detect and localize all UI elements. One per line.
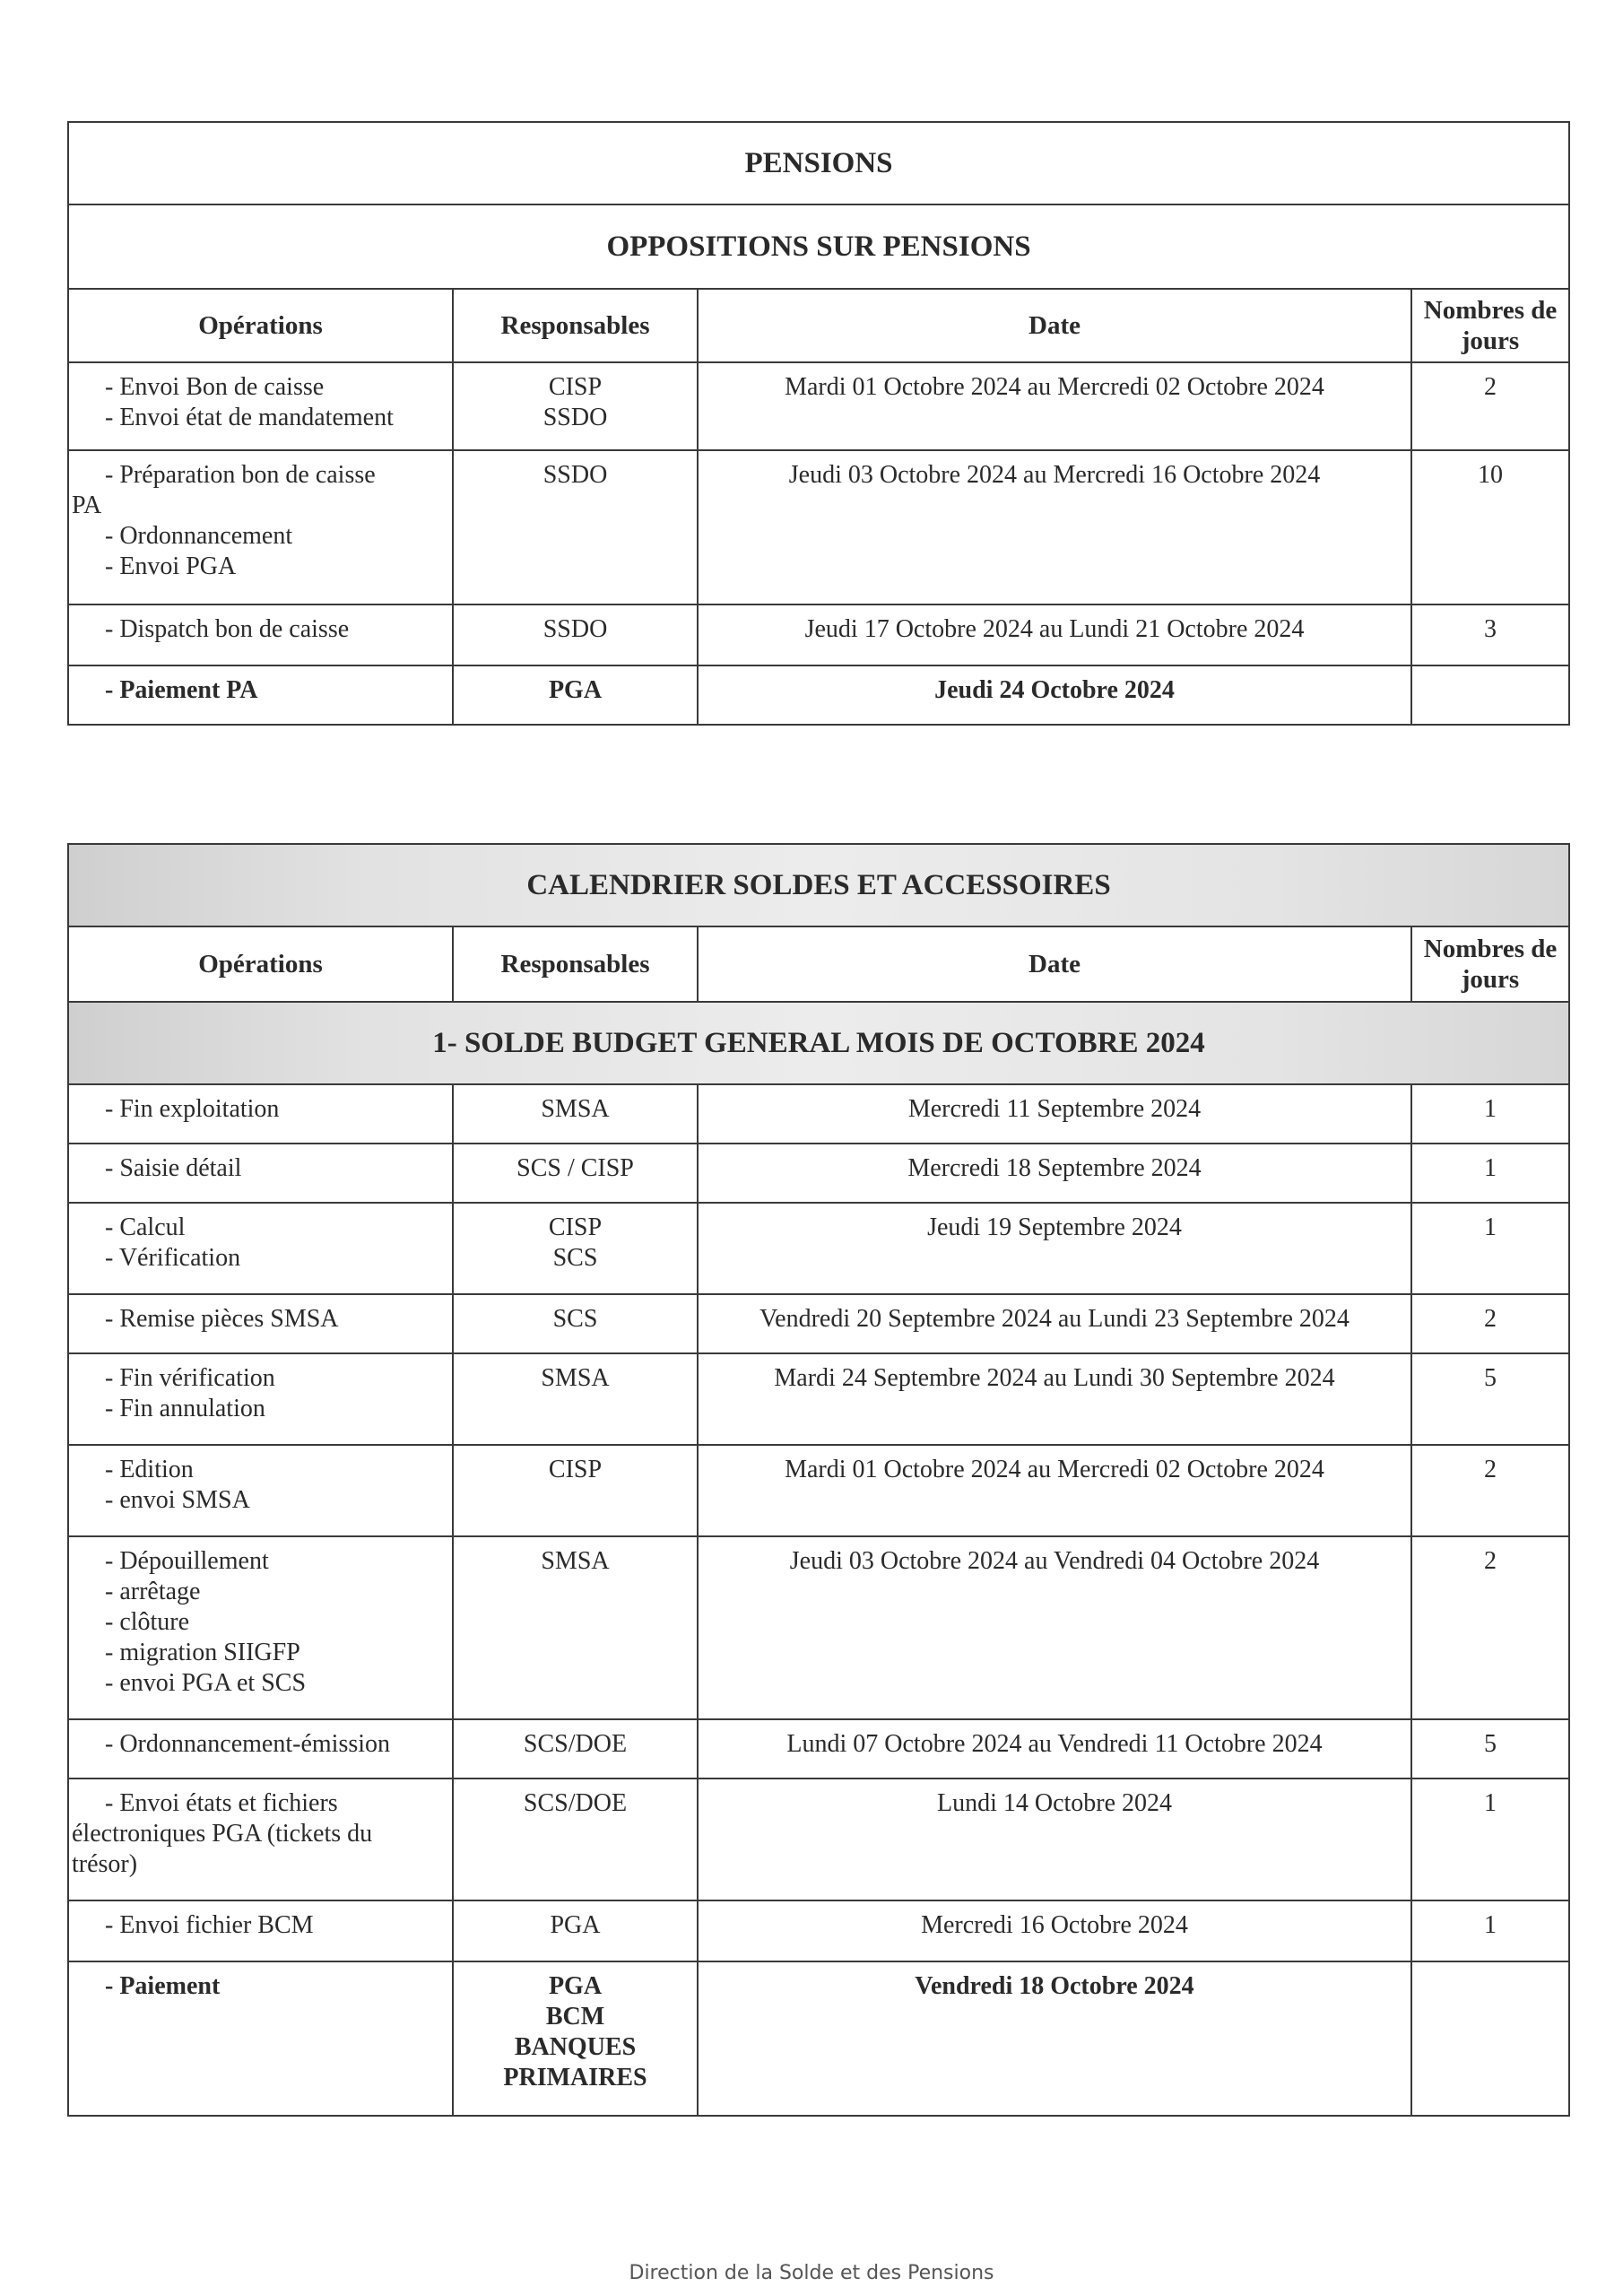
cell-nombre-jours: 2 — [1411, 1294, 1569, 1353]
operation-line: - Fin annulation — [105, 1395, 265, 1422]
cell-responsables — [453, 1144, 698, 1203]
cell-responsables — [453, 1900, 698, 1961]
table-row — [68, 1445, 1569, 1536]
cell-nombre-jours: 2 — [1411, 362, 1569, 450]
operation-line: - envoi PGA et SCS — [105, 1669, 307, 1697]
header-operations: Opérations — [68, 289, 453, 362]
responsable-line: BCM — [545, 2003, 605, 2031]
operation-line: - Ordonnancement-émission — [105, 1730, 391, 1758]
cell-operations — [68, 1900, 453, 1961]
cell-operations — [68, 1294, 453, 1353]
operation-line: - envoi SMSA — [105, 1486, 250, 1514]
responsable-line: SCS — [552, 1244, 598, 1272]
table-row — [68, 1961, 1569, 2116]
cell-operations — [68, 1445, 453, 1536]
header-nombres-jours: Nombres de jours — [1411, 926, 1569, 1002]
table-row — [68, 1084, 1569, 1144]
cell-date: Jeudi 24 Octobre 2024 — [698, 665, 1411, 725]
operation-line: - Préparation bon de caisse — [105, 461, 376, 489]
cell-date: Jeudi 19 Septembre 2024 — [698, 1203, 1411, 1294]
cell-date: Mercredi 18 Septembre 2024 — [698, 1144, 1411, 1203]
responsable-line: SMSA — [541, 1364, 610, 1392]
cell-date: Jeudi 03 Octobre 2024 au Mercredi 16 Octobre 2024 — [698, 450, 1411, 604]
cell-date: Mardi 24 Septembre 2024 au Lundi 30 Septembre 2024 — [698, 1353, 1411, 1445]
operation-line: trésor) — [72, 1850, 138, 1878]
soldes-title: CALENDRIER SOLDES ET ACCESSOIRES — [68, 844, 1569, 926]
operation-line: PA — [72, 491, 102, 519]
cell-nombre-jours: 10 — [1411, 450, 1569, 604]
responsable-line: SSDO — [542, 615, 608, 643]
operation-line: - Envoi états et fichiers — [105, 1789, 338, 1817]
operation-line: - Envoi fichier BCM — [105, 1911, 314, 1939]
header-responsables: Responsables — [453, 289, 698, 362]
responsable-line: SSDO — [542, 404, 608, 431]
operation-line: - Dispatch bon de caisse — [105, 615, 350, 643]
operation-line: - Calcul — [105, 1213, 186, 1241]
operation-line: - Paiement — [105, 1972, 221, 2000]
table-row — [68, 1294, 1569, 1353]
table-row — [68, 665, 1569, 725]
responsable-line: PGA — [548, 1972, 603, 2000]
page-footer: Direction de la Solde et des Pensions — [629, 2262, 994, 2284]
operation-line: - Remise pièces SMSA — [105, 1305, 339, 1333]
cell-nombre-jours: 2 — [1411, 1445, 1569, 1536]
cell-operations — [68, 1536, 453, 1719]
cell-date: Lundi 07 Octobre 2024 au Vendredi 11 Octobre 2024 — [698, 1719, 1411, 1779]
cell-responsables — [453, 1961, 698, 2116]
soldes-table — [67, 843, 1570, 2117]
cell-operations — [68, 1719, 453, 1779]
operation-line: - Envoi Bon de caisse — [105, 373, 325, 401]
responsable-line: SCS/DOE — [523, 1789, 628, 1817]
responsable-line: SMSA — [541, 1095, 610, 1123]
table-row — [68, 1779, 1569, 1900]
soldes-rows — [68, 1084, 1569, 2116]
table-row — [68, 1144, 1569, 1203]
table-row — [68, 1203, 1569, 1294]
cell-date: Mardi 01 Octobre 2024 au Mercredi 02 Octobre 2024 — [698, 1445, 1411, 1536]
cell-responsables — [453, 604, 698, 665]
cell-date: Mercredi 16 Octobre 2024 — [698, 1900, 1411, 1961]
table-row — [68, 1900, 1569, 1961]
cell-responsables — [453, 362, 698, 450]
cell-date: Jeudi 17 Octobre 2024 au Lundi 21 Octobre 2024 — [698, 604, 1411, 665]
responsable-line: PGA — [548, 676, 603, 704]
operation-line: - Edition — [105, 1456, 194, 1483]
cell-nombre-jours: 1 — [1411, 1779, 1569, 1900]
operation-line: - arrêtage — [105, 1578, 201, 1605]
cell-operations — [68, 1353, 453, 1445]
cell-date: Jeudi 03 Octobre 2024 au Vendredi 04 Octobre 2024 — [698, 1536, 1411, 1719]
responsable-line: CISP — [548, 1213, 603, 1241]
responsable-line: CISP — [548, 1456, 603, 1483]
cell-date: Mercredi 11 Septembre 2024 — [698, 1084, 1411, 1144]
cell-nombre-jours: 3 — [1411, 604, 1569, 665]
responsable-line: SCS/DOE — [523, 1730, 628, 1758]
pensions-title: PENSIONS — [68, 122, 1569, 204]
cell-responsables — [453, 450, 698, 604]
cell-operations — [68, 362, 453, 450]
operation-line: - migration SIIGFP — [105, 1639, 300, 1666]
cell-date: Lundi 14 Octobre 2024 — [698, 1779, 1411, 1900]
responsable-line: SSDO — [542, 461, 608, 489]
cell-responsables — [453, 1294, 698, 1353]
header-date: Date — [698, 926, 1411, 1002]
table-row — [68, 450, 1569, 604]
header-nombres-jours: Nombres de jours — [1411, 289, 1569, 362]
cell-responsables — [453, 1353, 698, 1445]
operation-line: - Paiement PA — [105, 676, 258, 704]
responsable-line: PGA — [550, 1911, 601, 1939]
operation-line: - Fin exploitation — [105, 1095, 280, 1123]
responsable-line: SCS — [552, 1305, 598, 1333]
cell-operations — [68, 1084, 453, 1144]
cell-operations — [68, 604, 453, 665]
cell-nombre-jours: 5 — [1411, 1353, 1569, 1445]
table-row — [68, 1719, 1569, 1779]
cell-responsables — [453, 1536, 698, 1719]
operation-line: - Fin vérification — [105, 1364, 275, 1392]
cell-nombre-jours — [1411, 665, 1569, 725]
table-row — [68, 604, 1569, 665]
header-operations: Opérations — [68, 926, 453, 1002]
cell-nombre-jours: 5 — [1411, 1719, 1569, 1779]
cell-date: Mardi 01 Octobre 2024 au Mercredi 02 Octobre 2024 — [698, 362, 1411, 450]
pensions-table — [67, 121, 1570, 726]
cell-operations — [68, 665, 453, 725]
cell-nombre-jours: 1 — [1411, 1900, 1569, 1961]
table-row — [68, 362, 1569, 450]
responsable-line: SCS / CISP — [516, 1154, 634, 1182]
cell-operations — [68, 1144, 453, 1203]
cell-nombre-jours — [1411, 1961, 1569, 2116]
cell-nombre-jours: 1 — [1411, 1144, 1569, 1203]
cell-responsables — [453, 1084, 698, 1144]
cell-date: Vendredi 18 Octobre 2024 — [698, 1961, 1411, 2116]
responsable-line: BANQUES — [514, 2033, 637, 2061]
header-date: Date — [698, 289, 1411, 362]
cell-operations — [68, 1203, 453, 1294]
cell-nombre-jours: 1 — [1411, 1084, 1569, 1144]
cell-responsables — [453, 1203, 698, 1294]
table-row — [68, 1353, 1569, 1445]
pensions-rows — [68, 362, 1569, 725]
operation-line: - Envoi état de mandatement — [105, 404, 394, 431]
cell-operations — [68, 1779, 453, 1900]
operation-line: - clôture — [105, 1608, 190, 1636]
cell-nombre-jours: 2 — [1411, 1536, 1569, 1719]
cell-operations — [68, 450, 453, 604]
operation-line: électroniques PGA (tickets du — [72, 1820, 373, 1848]
operation-line: - Ordonnancement — [105, 522, 293, 550]
responsable-line: CISP — [548, 373, 603, 401]
cell-responsables — [453, 665, 698, 725]
operation-line: - Envoi PGA — [105, 552, 237, 580]
responsable-line: SMSA — [541, 1547, 610, 1575]
responsable-line: PRIMAIRES — [503, 2064, 647, 2092]
cell-responsables — [453, 1445, 698, 1536]
table-row — [68, 1536, 1569, 1719]
operation-line: - Saisie détail — [105, 1154, 242, 1182]
header-responsables: Responsables — [453, 926, 698, 1002]
cell-nombre-jours: 1 — [1411, 1203, 1569, 1294]
cell-operations — [68, 1961, 453, 2116]
cell-responsables — [453, 1719, 698, 1779]
section-title: 1- SOLDE BUDGET GENERAL MOIS DE OCTOBRE 2024 — [68, 1002, 1569, 1084]
operation-line: - Dépouillement — [105, 1547, 269, 1575]
operation-line: - Vérification — [105, 1244, 241, 1272]
pensions-subtitle: OPPOSITIONS SUR PENSIONS — [68, 204, 1569, 289]
cell-date: Vendredi 20 Septembre 2024 au Lundi 23 Septembre 2024 — [698, 1294, 1411, 1353]
cell-responsables — [453, 1779, 698, 1900]
